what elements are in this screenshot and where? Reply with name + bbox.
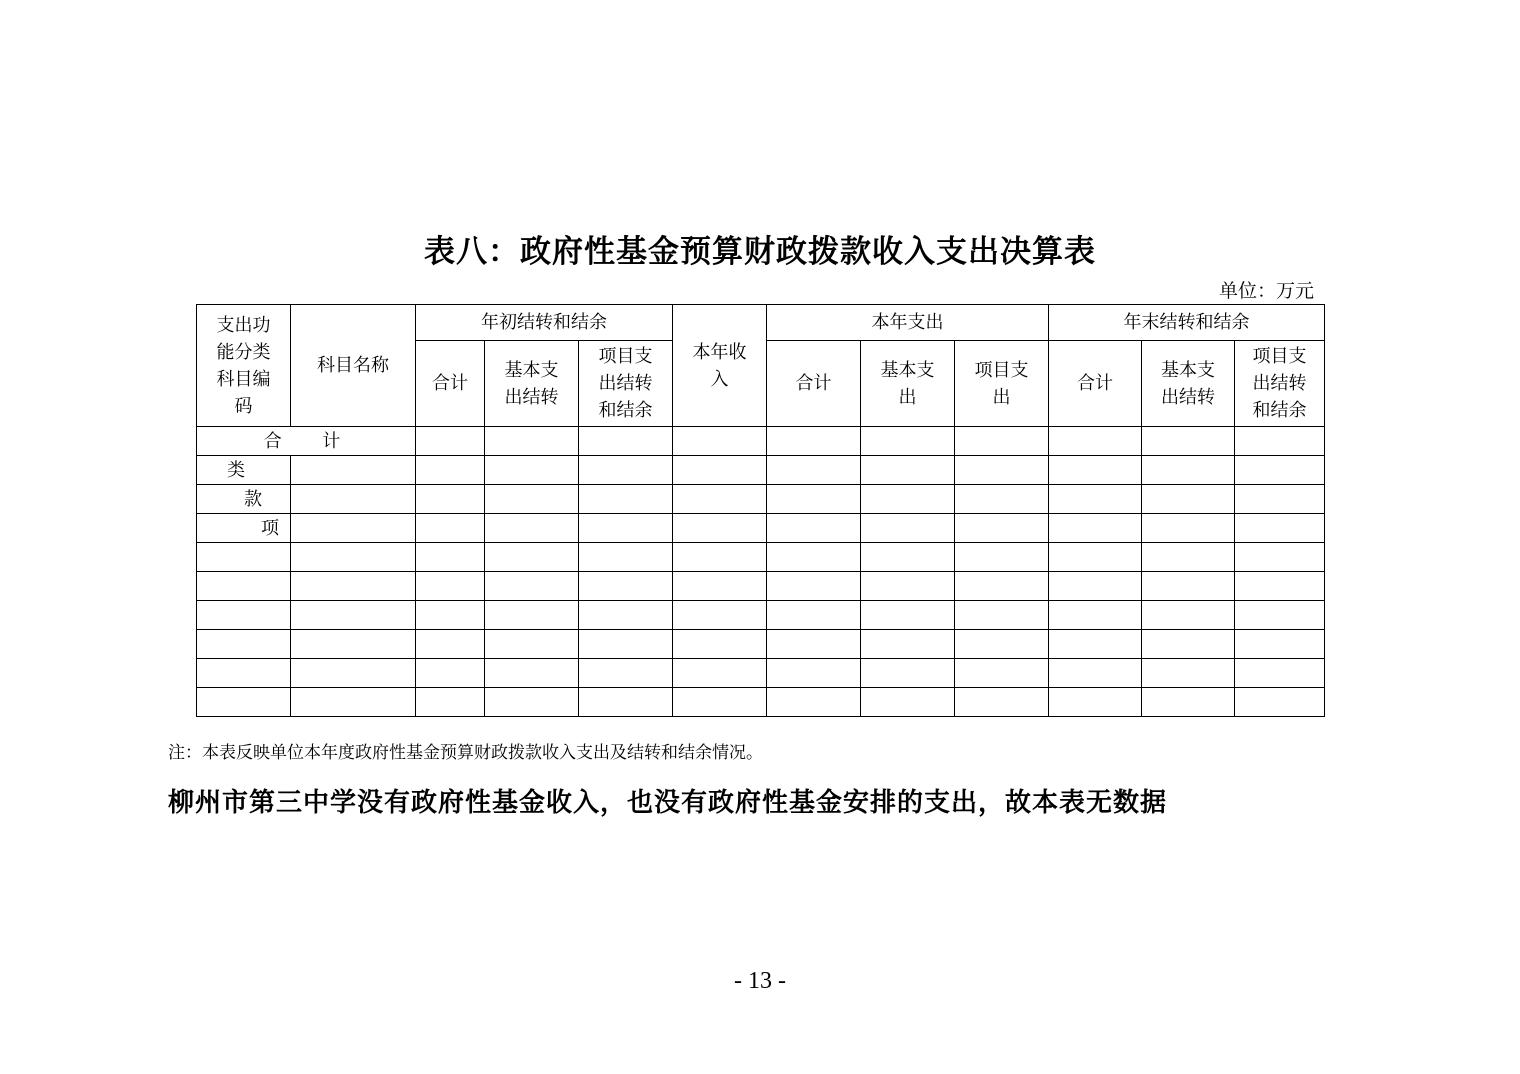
table-cell (291, 688, 416, 717)
table-cell (767, 572, 861, 601)
table-cell (416, 601, 485, 630)
table-row (197, 630, 1325, 659)
table-cell (416, 688, 485, 717)
table-cell (861, 485, 955, 514)
table-cell (955, 456, 1049, 485)
table-cell (955, 485, 1049, 514)
table-cell (767, 514, 861, 543)
table-cell (1235, 485, 1325, 514)
table-cell (416, 456, 485, 485)
header-line: 出结转 (1161, 386, 1216, 407)
table-cell (197, 659, 291, 688)
table-cell (579, 485, 673, 514)
table-cell (1235, 456, 1325, 485)
table-cell (1235, 514, 1325, 543)
table-cell (1049, 688, 1142, 717)
table-cell (673, 485, 767, 514)
table-cell (767, 688, 861, 717)
header-line: 项目支 (1252, 346, 1307, 366)
header-group-expense: 本年支出 (767, 305, 1049, 341)
header-function-code-line: 科目编 (216, 368, 271, 389)
header-opening-basic (485, 341, 579, 427)
header-line: 基本支 (504, 359, 559, 380)
table-cell (485, 485, 579, 514)
table-cell (673, 543, 767, 572)
table-cell (416, 543, 485, 572)
table-cell (861, 659, 955, 688)
no-data-statement: 柳州市第三中学没有政府性基金收入，也没有政府性基金安排的支出，故本表无数据 (168, 788, 1168, 818)
header-opening-total: 合计 (416, 341, 485, 427)
table-cell (416, 630, 485, 659)
total-row (197, 427, 1325, 456)
header-income (673, 305, 767, 427)
table-cell (1142, 688, 1235, 717)
table-cell (1235, 688, 1325, 717)
table-cell (1049, 659, 1142, 688)
table-cell (291, 659, 416, 688)
table-cell (1142, 456, 1235, 485)
table-cell (1235, 630, 1325, 659)
table-row (197, 485, 1325, 514)
unit-label: 单位：万元 (1218, 281, 1314, 302)
table-cell (579, 514, 673, 543)
table-cell (955, 630, 1049, 659)
table-cell (416, 485, 485, 514)
header-function-code (197, 305, 291, 427)
document-title: 表八：政府性基金预算财政拨款收入支出决算表 (424, 234, 1096, 270)
table-cell (291, 485, 416, 514)
table-cell (1235, 427, 1325, 456)
table-cell (861, 601, 955, 630)
header-subject-name: 科目名称 (291, 305, 416, 427)
header-function-code-line: 码 (234, 395, 253, 416)
table-cell (485, 630, 579, 659)
table-cell (197, 601, 291, 630)
table-note: 注：本表反映单位本年度政府性基金预算财政拨款收入支出及结转和结余情况。 (168, 743, 763, 762)
table-cell (955, 543, 1049, 572)
header-expense-total: 合计 (767, 341, 861, 427)
table-cell (1049, 456, 1142, 485)
table-cell (955, 601, 1049, 630)
table-cell (1142, 601, 1235, 630)
page-number: - 13 - (734, 968, 786, 994)
table-cell (1142, 659, 1235, 688)
table-cell (673, 456, 767, 485)
header-income-line: 本年收 (692, 341, 747, 362)
table-cell (1049, 630, 1142, 659)
table-row (197, 601, 1325, 630)
header-opening-project (579, 341, 673, 427)
table-cell (955, 688, 1049, 717)
header-closing-project (1235, 341, 1325, 427)
table-cell (197, 688, 291, 717)
table-cell (955, 514, 1049, 543)
table-row (197, 659, 1325, 688)
table-cell (767, 601, 861, 630)
header-line: 和结余 (598, 400, 653, 420)
table-cell (291, 543, 416, 572)
header-line: 出结转 (598, 373, 653, 393)
table-cell (1235, 543, 1325, 572)
table-cell (291, 601, 416, 630)
table-cell (767, 659, 861, 688)
header-income-line: 入 (710, 368, 729, 389)
table-row (197, 514, 1325, 543)
table-cell (861, 543, 955, 572)
table-cell (485, 543, 579, 572)
table-cell (673, 514, 767, 543)
header-line: 出结转 (1252, 373, 1307, 393)
table-row (197, 572, 1325, 601)
header-closing-total: 合计 (1049, 341, 1142, 427)
table-cell (1142, 485, 1235, 514)
table-cell (673, 688, 767, 717)
header-group-closing: 年末结转和结余 (1049, 305, 1325, 341)
header-function-code-line: 支出功 (216, 314, 271, 335)
table-cell (579, 659, 673, 688)
header-line: 出 (992, 386, 1011, 407)
header-line: 基本支 (1161, 359, 1216, 380)
table-cell (673, 601, 767, 630)
table-cell (579, 630, 673, 659)
table-cell (485, 601, 579, 630)
table-cell (673, 630, 767, 659)
table-cell (861, 514, 955, 543)
table-cell (767, 543, 861, 572)
level-label-section: 款 (197, 485, 291, 514)
budget-table (196, 304, 1325, 717)
header-line: 项目支 (974, 359, 1029, 380)
header-expense-project (955, 341, 1049, 427)
table-cell (579, 572, 673, 601)
table-cell (1049, 601, 1142, 630)
table-cell (485, 456, 579, 485)
table-cell (1142, 630, 1235, 659)
table-cell (955, 659, 1049, 688)
table-cell (416, 514, 485, 543)
table-cell (1049, 543, 1142, 572)
table-cell (1142, 514, 1235, 543)
total-row-label: 合 计 (197, 427, 416, 456)
table-cell (1049, 485, 1142, 514)
table-cell (485, 514, 579, 543)
header-closing-basic (1142, 341, 1235, 427)
header-line: 出结转 (504, 386, 559, 407)
table-cell (416, 659, 485, 688)
table-cell (485, 572, 579, 601)
header-line: 出 (898, 386, 917, 407)
table-cell (485, 688, 579, 717)
table-cell (197, 630, 291, 659)
table-row (197, 688, 1325, 717)
table-cell (1142, 543, 1235, 572)
table-cell (1235, 659, 1325, 688)
table-cell (861, 572, 955, 601)
header-line: 项目支 (598, 346, 653, 366)
level-label-item: 项 (197, 514, 291, 543)
header-expense-basic (861, 341, 955, 427)
table-cell (767, 456, 861, 485)
table-cell (579, 688, 673, 717)
table-cell (767, 630, 861, 659)
table-cell (1142, 572, 1235, 601)
table-cell (1235, 601, 1325, 630)
table-cell (579, 601, 673, 630)
table-cell (1235, 572, 1325, 601)
header-group-opening: 年初结转和结余 (416, 305, 673, 341)
table-cell (579, 456, 673, 485)
table-cell (485, 659, 579, 688)
table-cell (955, 572, 1049, 601)
table-cell (673, 659, 767, 688)
level-label-category: 类 (197, 456, 291, 485)
table-row (197, 456, 1325, 485)
table-cell (1049, 427, 1142, 456)
table-cell (767, 485, 861, 514)
table-cell (861, 427, 955, 456)
table-cell (767, 427, 861, 456)
header-line: 基本支 (880, 359, 935, 380)
header-line: 和结余 (1252, 400, 1307, 420)
table-cell (955, 427, 1049, 456)
table-cell (416, 427, 485, 456)
table-cell (861, 456, 955, 485)
table-cell (1049, 514, 1142, 543)
table-cell (673, 427, 767, 456)
table-cell (291, 572, 416, 601)
table-row (197, 543, 1325, 572)
header-row-1 (197, 305, 1325, 341)
table-cell (579, 427, 673, 456)
table-cell (1049, 572, 1142, 601)
table-cell (416, 572, 485, 601)
table-cell (291, 630, 416, 659)
table-cell (579, 543, 673, 572)
table-cell (1142, 427, 1235, 456)
table-cell (197, 543, 291, 572)
table-cell (485, 427, 579, 456)
header-function-code-line: 能分类 (216, 341, 271, 362)
table-cell (861, 688, 955, 717)
table-cell (197, 572, 291, 601)
table-cell (291, 514, 416, 543)
table-cell (861, 630, 955, 659)
table-cell (291, 456, 416, 485)
table-cell (673, 572, 767, 601)
